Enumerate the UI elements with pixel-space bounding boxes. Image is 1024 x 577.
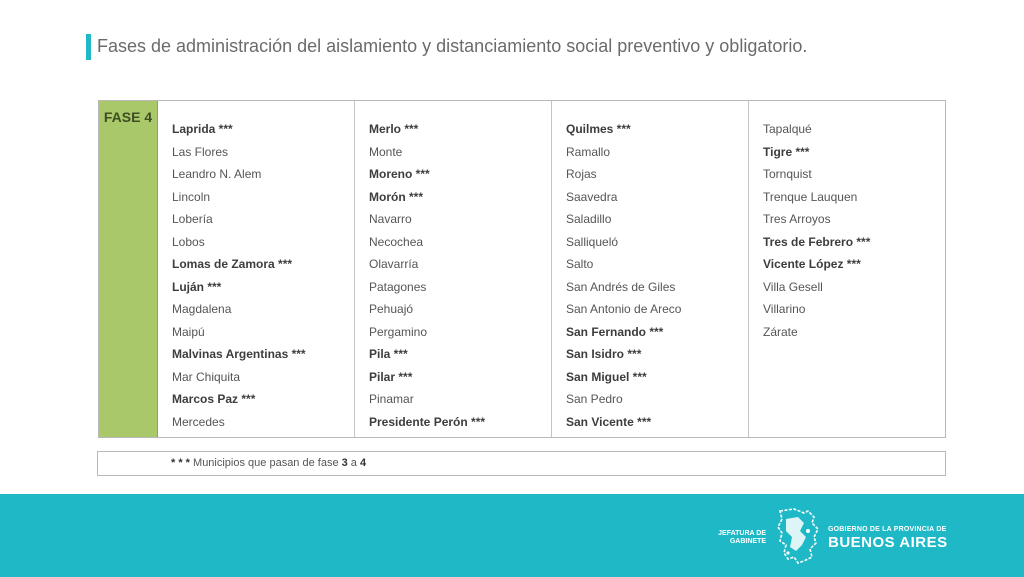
municipality-item: Merlo ***	[369, 122, 419, 136]
municipality-item: Moreno ***	[369, 167, 430, 181]
municipality-item: Magdalena	[172, 302, 232, 316]
municipality-item: Maipú	[172, 324, 205, 339]
municipality-item: Marcos Paz ***	[172, 392, 256, 406]
phase-label: FASE 4	[103, 109, 153, 125]
municipality-item: Villa Gesell	[763, 279, 823, 294]
municipality-item: Presidente Perón ***	[369, 414, 486, 429]
municipality-item: San Pedro	[566, 392, 623, 406]
municipality-item: San Andrés de Giles	[566, 279, 676, 294]
note-to-phase: 4	[359, 457, 367, 469]
municipalities-table	[98, 100, 946, 438]
municipality-item: Pehuajó	[369, 302, 414, 316]
municipality-item: Luján ***	[172, 279, 222, 294]
municipality-column-3	[552, 101, 749, 437]
title-accent-bar	[86, 34, 91, 60]
municipality-item: Malvinas Argentinas ***	[172, 347, 306, 361]
page-title: Fases de administración del aislamiento y distanciamiento social preventivo y obligatorio.	[97, 36, 808, 56]
municipality-item: Necochea	[369, 234, 424, 249]
municipality-item: San Miguel ***	[566, 369, 647, 384]
gobierno-line-1: GOBIERNO DE LA PROVINCIA DE	[828, 526, 947, 533]
municipality-item: Lomas de Zamora ***	[172, 257, 293, 271]
phase-cell	[99, 101, 158, 437]
municipality-item: Patagones	[369, 279, 427, 294]
note-text: Municipios que pasan de fase	[189, 457, 342, 469]
municipality-item: Salto	[566, 257, 594, 271]
municipality-item: San Isidro ***	[566, 347, 642, 361]
municipality-item: Pila ***	[369, 347, 408, 361]
municipality-item: Saladillo	[566, 212, 612, 226]
municipality-item: Tres de Febrero ***	[763, 234, 871, 249]
municipality-item: Zárate	[763, 324, 798, 339]
footer-band	[0, 494, 1024, 577]
legend-note	[97, 451, 946, 476]
municipality-item: Pergamino	[369, 324, 428, 339]
municipality-item: Quilmes ***	[566, 122, 631, 136]
municipality-item: Vicente López ***	[763, 257, 861, 271]
note-separator: a	[347, 457, 360, 469]
municipality-column-4	[749, 101, 945, 437]
municipality-item: Laprida ***	[172, 122, 233, 136]
municipality-item: Pilar ***	[369, 369, 413, 384]
jefatura-line-1: JEFATURA DE	[718, 530, 766, 537]
province-map-icon	[774, 507, 820, 565]
municipality-item: Lobos	[172, 234, 205, 249]
note-stars: * * *	[171, 457, 190, 469]
municipality-item: San Vicente ***	[566, 414, 652, 429]
municipality-item: Tapalqué	[763, 122, 812, 136]
municipality-item: Olavarría	[369, 257, 419, 271]
note-from-phase: 3	[341, 457, 348, 469]
municipality-item: Mar Chiquita	[172, 369, 241, 384]
municipality-item: Rojas	[566, 167, 597, 181]
municipality-item: Navarro	[369, 212, 412, 226]
municipality-item: Saavedra	[566, 189, 618, 204]
municipality-item: Monte	[369, 144, 403, 159]
municipality-item: Mercedes	[172, 414, 225, 429]
municipality-column-1	[158, 101, 355, 437]
municipality-item: Las Flores	[172, 144, 229, 159]
municipality-item: Lincoln	[172, 189, 211, 204]
municipality-item: Morón ***	[369, 189, 423, 204]
municipality-item: Tres Arroyos	[763, 212, 831, 226]
municipality-item: San Fernando ***	[566, 324, 664, 339]
municipality-item: Ramallo	[566, 144, 611, 159]
gobierno-line-2: BUENOS AIRES	[828, 534, 948, 551]
municipality-item: Tornquist	[763, 167, 812, 181]
municipality-item: Pinamar	[369, 392, 414, 406]
municipality-item: San Antonio de Areco	[566, 302, 682, 316]
jefatura-line-2: GABINETE	[729, 538, 766, 545]
municipality-item: Trenque Lauquen	[763, 189, 858, 204]
municipality-item: Lobería	[172, 212, 213, 226]
gobierno-logo-text	[828, 526, 948, 551]
municipality-item: Salliqueló	[566, 234, 619, 249]
municipality-item: Villarino	[763, 302, 806, 316]
municipality-item: Leandro N. Alem	[172, 167, 262, 181]
municipality-item: Tigre ***	[763, 144, 810, 159]
jefatura-logo-text	[698, 530, 766, 546]
municipality-column-2	[355, 101, 552, 437]
